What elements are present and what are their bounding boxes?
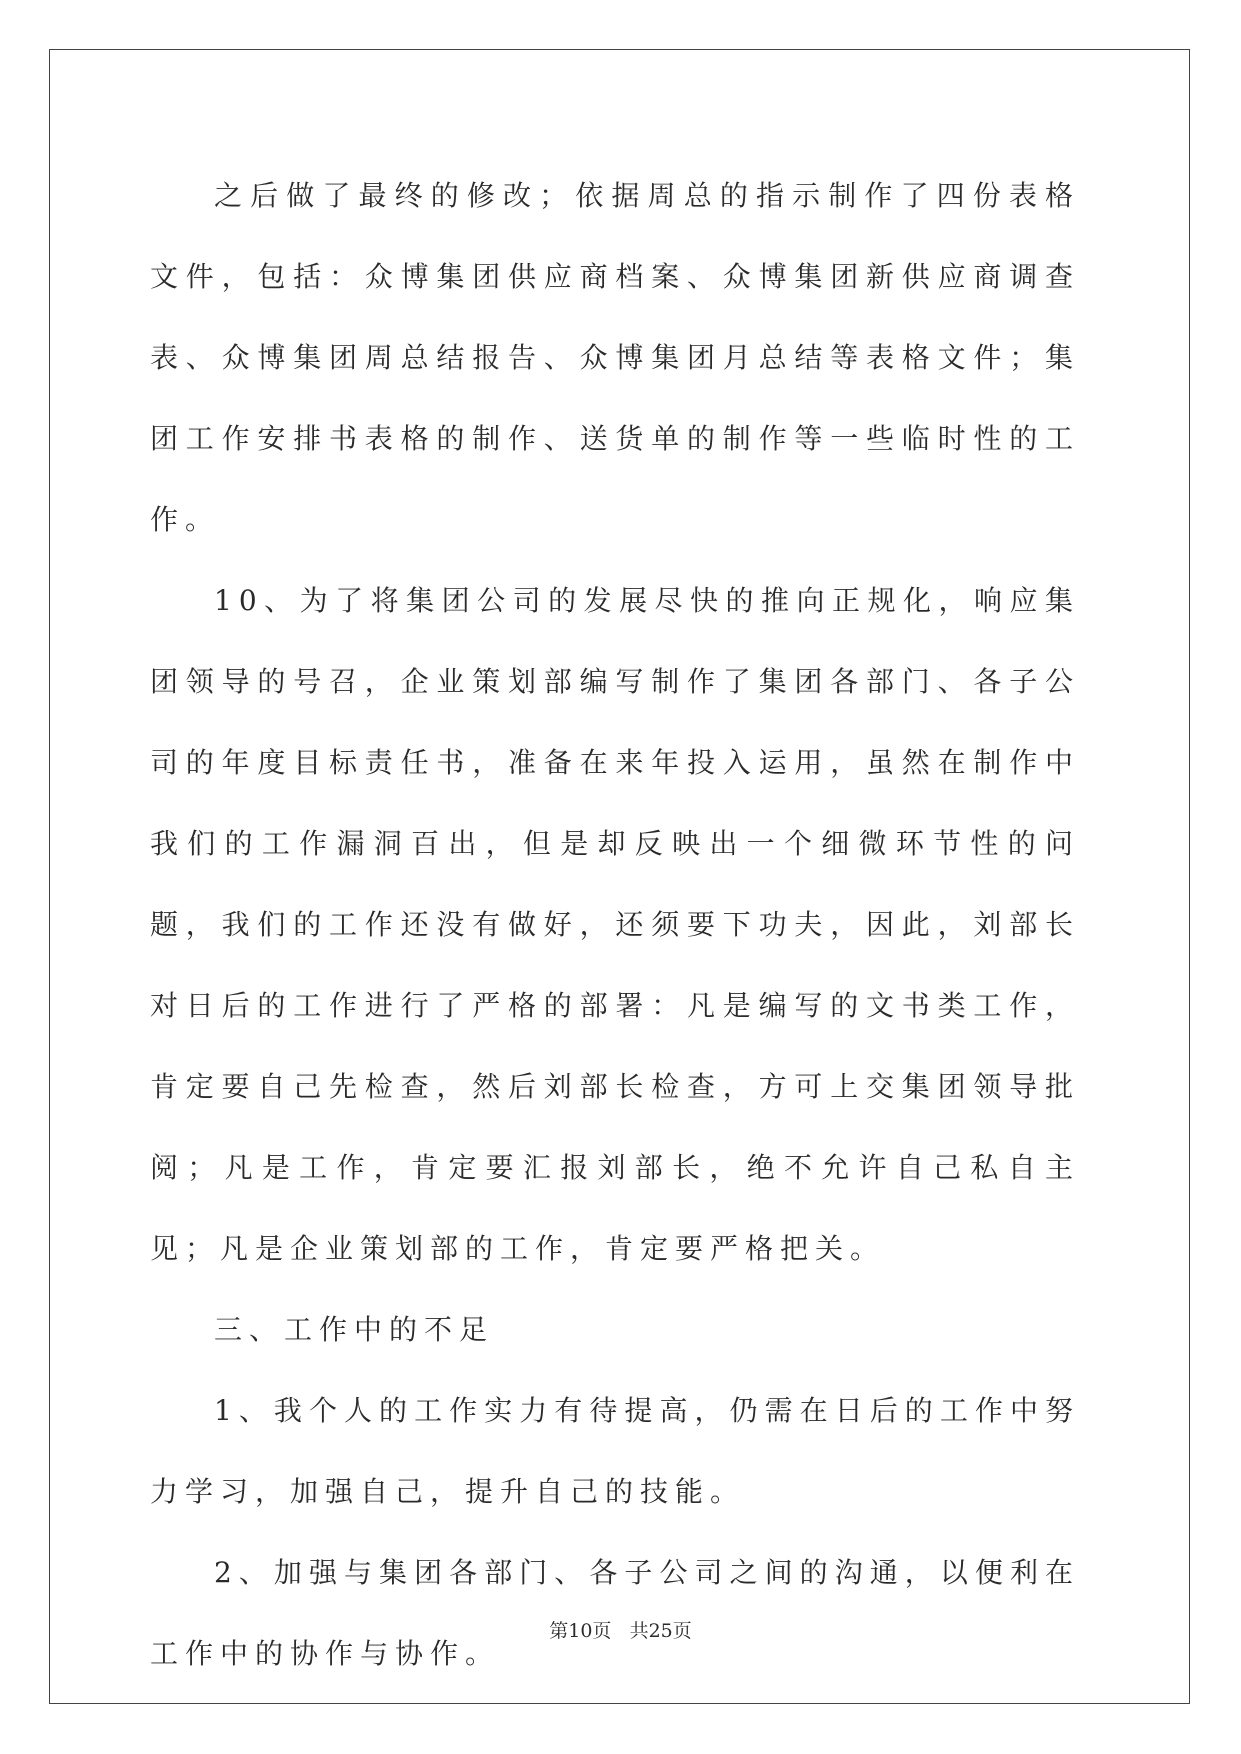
section-heading-shortcomings: 三、工作中的不足 — [214, 1313, 495, 1346]
page-footer — [0, 1616, 1241, 1643]
paragraph-continuation: 之后做了最终的修改；依据周总的指示制作了四份表格文件，包括：众博集团供应商档案、众博集团新供应商调查表、众博集团周总结报告、众博集团月总结等表格文件；集团工作安排书表格的制作、送货单的制作等一些临时性的工作。 — [150, 179, 1080, 536]
page-total: 共25页 — [629, 1620, 692, 1642]
page-number: 第10页 — [549, 1620, 612, 1642]
paragraph-shortcoming-1: 1、我个人的工作实力有待提高，仍需在日后的工作中努力学习，加强自己，提升自己的技能。 — [150, 1394, 1080, 1508]
document-body — [150, 155, 1080, 1694]
paragraph-shortcoming-2: 2、加强与集团各部门、各子公司之间的沟通，以便利在工作中的协作与协作。 — [150, 1556, 1080, 1670]
paragraph-item-10: 10、为了将集团公司的发展尽快的推向正规化，响应集团领导的号召，企业策划部编写制作了集团各部门、各子公司的年度目标责任书，准备在来年投入运用，虽然在制作中我们的工作漏洞百出，但是却反映出一个细微环节性的问题，我们的工作还没有做好，还须要下功夫，因此，刘部长对日后的工作进行了严格的部署：凡是编写的文书类工作，肯定要自己先检查，然后刘部长检查，方可上交集团领导批阅；凡是工作，肯定要汇报刘部长，绝不允许自己私自主见；凡是企业策划部的工作，肯定要严格把关。 — [150, 584, 1080, 1265]
